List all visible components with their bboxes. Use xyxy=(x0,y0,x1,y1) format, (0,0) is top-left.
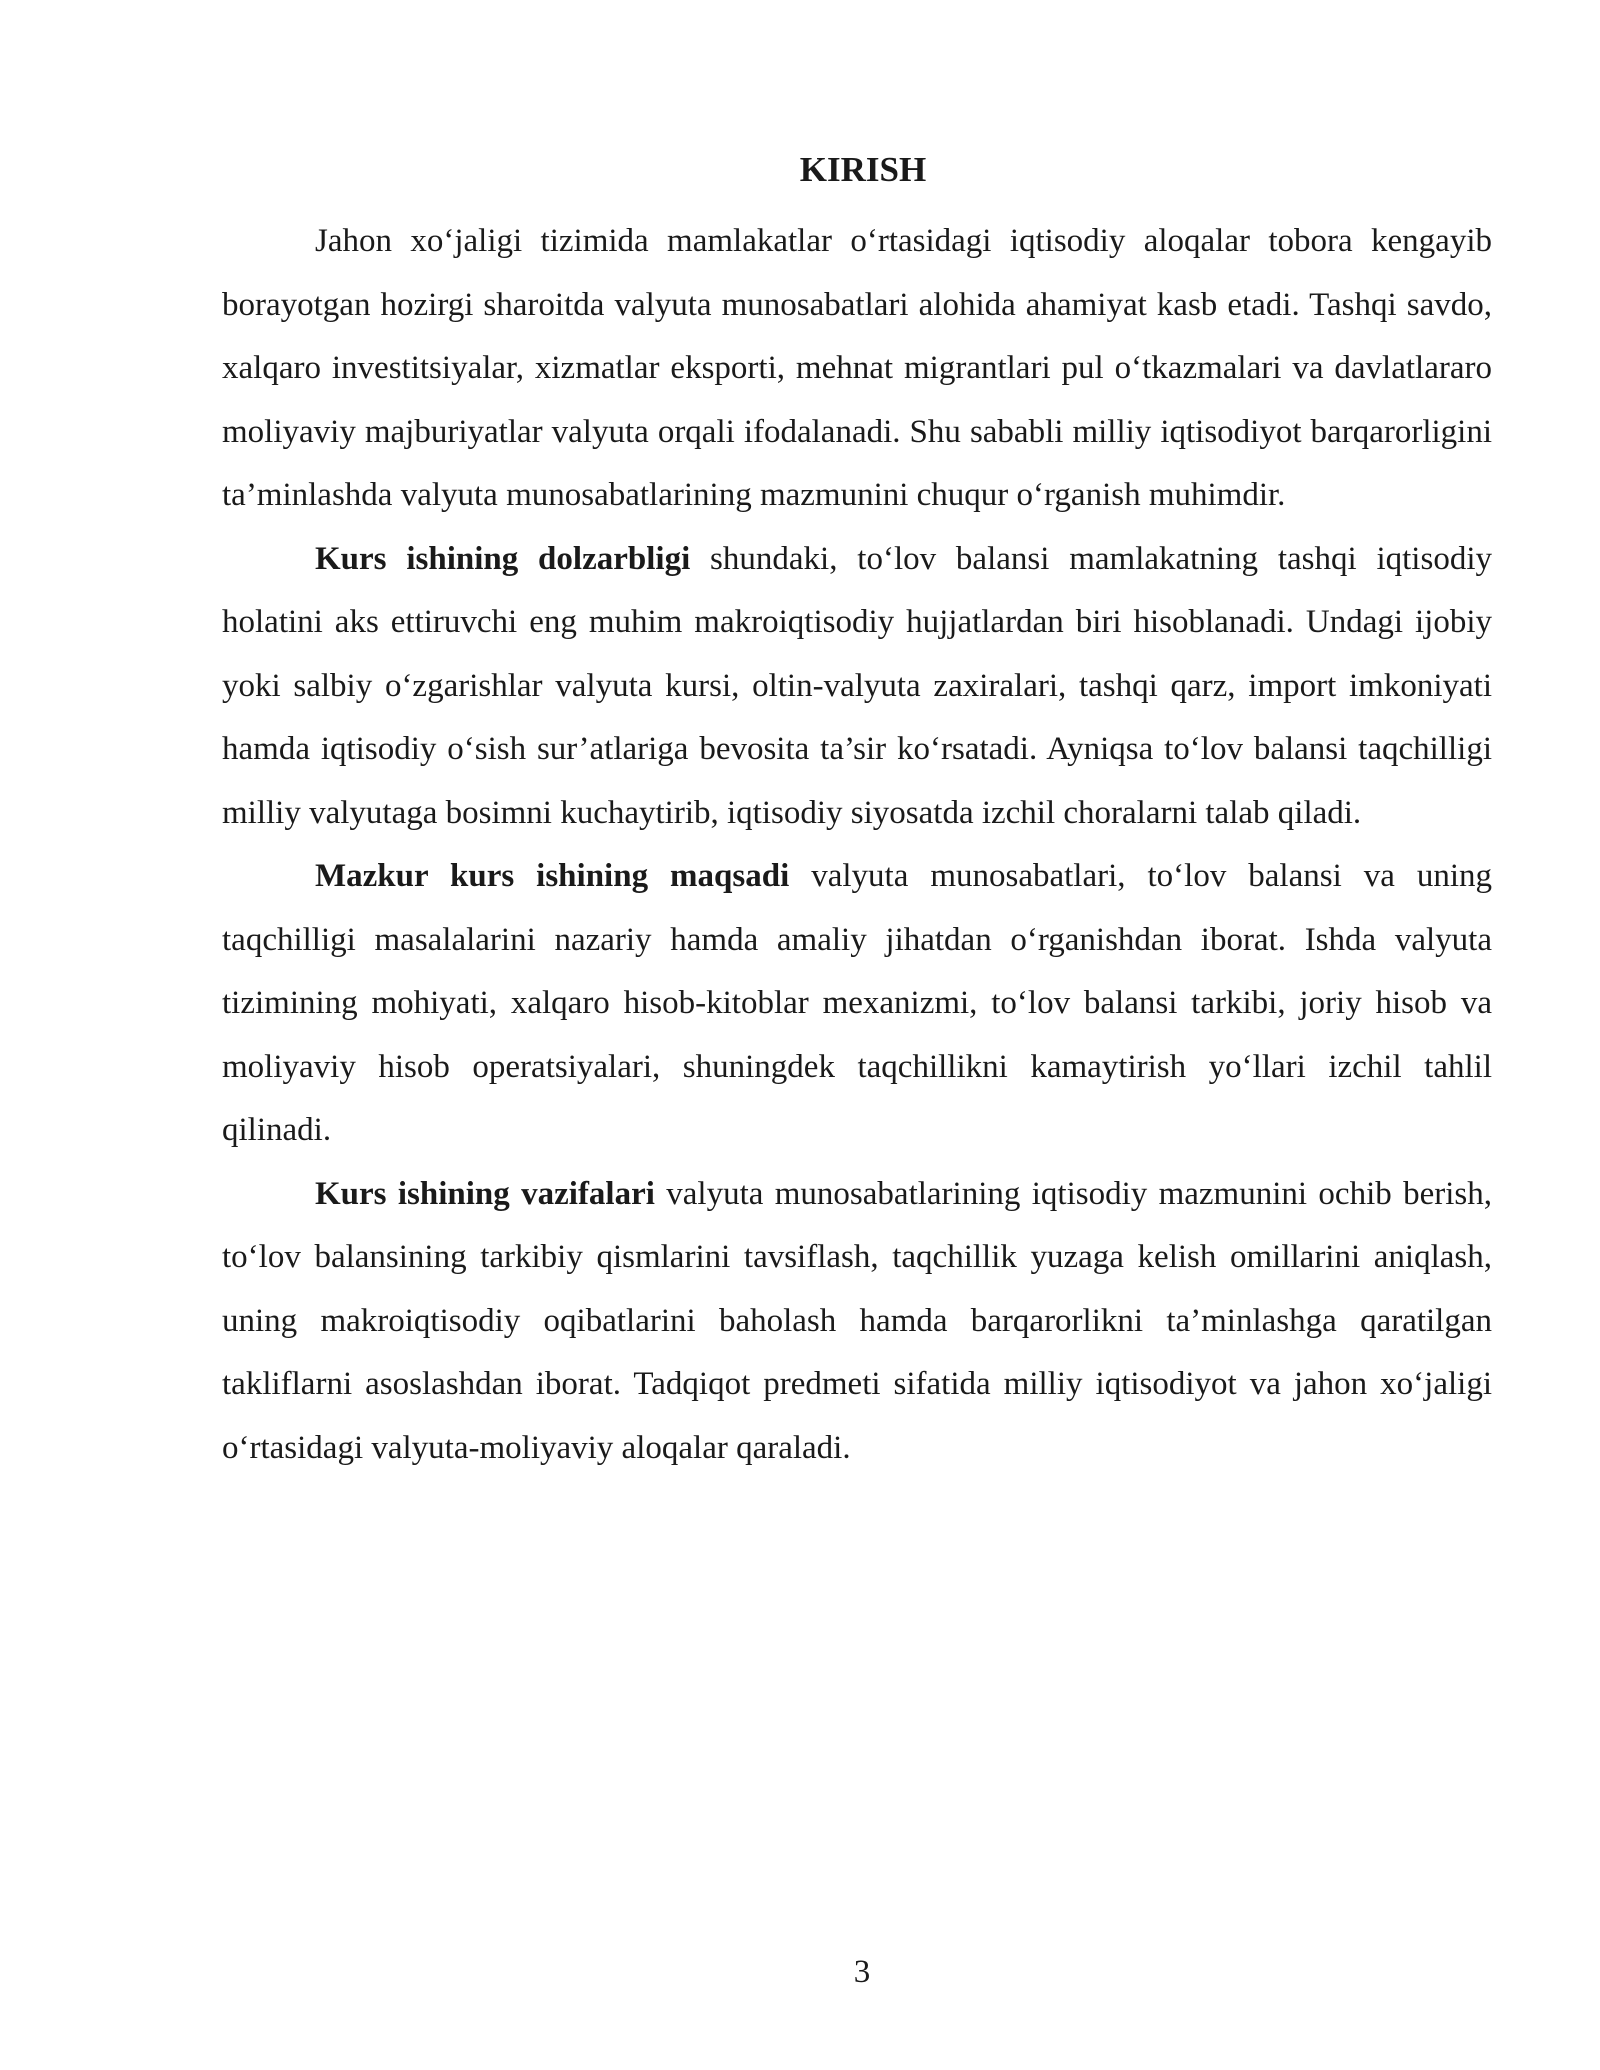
paragraph-text: shundaki, to‘lov balansi mamlakatning tashqi iqtisodiy holatini aks ettiruvchi eng muhim makroiqtisodiy hujjatlardan biri hisoblanadi. Undagi ijobiy yoki salbiy o‘zgarishlar valyuta kursi, oltin-valyuta zaxiralari, tashqi qarz, import imkoniyati hamda iqtisodiy o‘sish sur’atlariga bevosita ta’sir ko‘rsatadi. Ayniqsa to‘lov balansi taqchilligi milliy valyutaga bosimni kuchaytirib, iqtisodiy siyosatda izchil choralarni talab qiladi. xyxy=(222,540,1492,831)
paragraph-introduction xyxy=(222,210,1492,528)
document-page xyxy=(222,146,1492,1480)
paragraph-lead: Kurs ishining vazifalari xyxy=(315,1175,655,1212)
page-number: 3 xyxy=(853,1954,871,1990)
paragraph-lead: Mazkur kurs ishining maqsadi xyxy=(315,858,790,894)
paragraph-goal xyxy=(222,845,1492,1163)
paragraph-relevance xyxy=(222,528,1492,846)
paragraph-tasks xyxy=(222,1163,1492,1481)
paragraph-text: Jahon xo‘jaligi tizimida mamlakatlar o‘rtasidagi iqtisodiy aloqalar tobora kengayib borayotgan hozirgi sharoitda valyuta munosabatlari alohida ahamiyat kasb etadi. Tashqi savdo, xalqaro investitsiyalar, xizmatlar eksporti, mehnat migrantlari pul o‘tkazmalari va davlatlararo moliyaviy majburiyatlar valyuta orqali ifodalanadi. Shu sababli milliy iqtisodiyot barqarorligini ta’minlashda valyuta munosabatlarining mazmunini chuqur o‘rganish muhimdir. xyxy=(222,223,1492,513)
paragraph-lead: Kurs ishining dolzarbligi xyxy=(315,540,691,577)
paragraph-text: valyuta munosabatlari, to‘lov balansi va uning taqchilligi masalalarini nazariy hamda amaliy jihatdan o‘rganishdan iborat. Ishda valyuta tizimining mohiyati, xalqaro hisob-kitoblar mexanizmi, to‘lov balansi tarkibi, joriy hisob va moliyaviy hisob operatsiyalari, shuningdek taqchillikni kamaytirish yo‘llari izchil tahlil qilinadi. xyxy=(222,858,1492,1148)
section-heading: KIRISH xyxy=(799,150,927,189)
paragraph-text: valyuta munosabatlarining iqtisodiy mazmunini ochib berish, to‘lov balansining tarkibiy qismlarini tavsiflash, taqchillik yuzaga kelish omillarini aniqlash, uning makroiqtisodiy oqibatlarini baholash hamda barqarorlikni ta’minlashga qaratilgan takliflarni asoslashdan iborat. Tadqiqot predmeti sifatida milliy iqtisodiyot va jahon xo‘jaligi o‘rtasidagi valyuta-moliyaviy aloqalar qaraladi. xyxy=(222,1175,1492,1466)
